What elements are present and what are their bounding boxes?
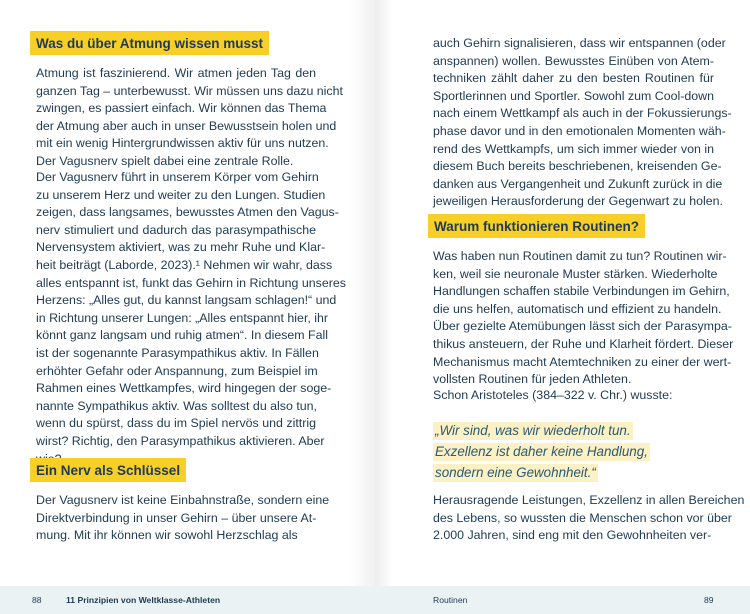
text-line: zeigen, dass langsames, bewusstes Atmen den Vagus- [36, 205, 339, 220]
text-line: Nervensystem aktiviert, was zu mehr Ruhe und Klar- [36, 240, 326, 255]
text-line: nannte Sympathikus aktiv. Was solltest du also tun, [36, 398, 317, 413]
text-line: der Atmung aber auch in unser Bewusstsein holen und [36, 118, 337, 133]
text-line: Der Vagusnerv spielt dabei eine zentrale Rolle. [36, 153, 294, 168]
text-line: Herausragende Leistungen, Exzellenz in allen Bereichen [433, 493, 745, 507]
paragraph-aristoteles [433, 387, 714, 405]
text-line: auch Gehirn signalisieren, dass wir entspannen (oder [433, 36, 726, 50]
text-line: in Richtung unserer Lungen: „Alles entspannt hier, ihr [36, 310, 329, 325]
text-line: phase davor und in den emotionalen Momenten wäh- [433, 123, 726, 138]
text-line: zwingen, es passiert einfach. Wir können das Thema [36, 101, 327, 116]
text-line: nach einem Wettkampf als auch in der Fokussierungs- [433, 106, 732, 121]
text-line: danken aus Vergangenheit und Zukunft zurück in die [433, 176, 723, 191]
text-line: 2.000 Jahren, sind eng mit den Gewohnheiten ver- [433, 528, 712, 543]
page-number-left: 88 [32, 595, 42, 605]
text-line: anspannen) wollen. Bewusstes Einüben von Atem- [433, 53, 714, 68]
text-line: Mechanismus macht Atemtechniken zu einer der wert- [433, 354, 732, 369]
text-line: Atmung ist faszinierend. Wir atmen jeden Tag den [36, 66, 316, 80]
text-line: wenn du spürst, dass du im Spiel nervös und zittrig [36, 416, 316, 431]
quote-line [433, 462, 714, 483]
text-line: des Lebens, so wussten die Menschen schon vor über [433, 510, 732, 525]
quote-line-text: sondern eine Gewohnheit.“ [435, 465, 596, 480]
quote-line [433, 420, 714, 441]
text-line: ken, weil sie neuronale Muster stärken. Wiederholte [433, 266, 718, 281]
text-line: wirst? Richtig, den Parasympathikus aktivieren. Aber [36, 433, 325, 448]
spine-shadow-left [349, 0, 375, 614]
text-line: jeweiligen Herausforderung der Gegenwart zu holen. [433, 194, 723, 209]
paragraph-einbahnstrasse [36, 492, 330, 545]
text-line: ganzen Tag – unterbewusst. Wir müssen uns dazu nicht [36, 83, 343, 98]
text-line: Der Vagusnerv ist keine Einbahnstraße, sondern eine [36, 493, 330, 507]
text-line: ist der sogenannte Parasympathikus aktiv. In Fällen [36, 345, 319, 360]
aristoteles-quote [433, 420, 714, 483]
text-line: rend des Wettkampfs, um sich immer wieder von in [433, 141, 714, 156]
paragraph-vagusnerv [36, 169, 346, 468]
text-line: könnt ganz langsam und ruhig atmen“. In diesem Fall [36, 328, 329, 343]
text-line: Was haben nun Routinen damit zu tun? Routinen wir- [433, 249, 727, 263]
page-number-right: 89 [704, 595, 714, 605]
heading-atmung: Was du über Atmung wissen musst [30, 31, 269, 55]
paragraph-atmung-intro [36, 65, 343, 171]
text-line: thikus ansteuern, der Ruhe und Klarheit fördert. Dieser [433, 336, 734, 351]
text-line: Schon Aristoteles (384–322 v. Chr.) wusste: [433, 388, 673, 402]
paragraph-routinen [433, 248, 734, 389]
heading-routinen: Warum funktionieren Routinen? [428, 214, 645, 238]
text-line: mit ein wenig Hintergrundwissen aktiv für uns nutzen. [36, 136, 329, 151]
text-line: mung. Mit ihr können wir sowohl Herzschlag als [36, 528, 298, 543]
quote-line [433, 441, 714, 462]
heading-nerv-schluessel: Ein Nerv als Schlüssel [30, 458, 186, 482]
text-line: alles entspannt ist, funkt das Gehirn in Richtung unseres [36, 275, 346, 290]
text-line: Direktverbindung in unser Gehirn – über unsere At- [36, 510, 317, 525]
text-line: die uns helfen, automatisch und effizient zu handeln. [433, 301, 722, 316]
text-line: vollsten Routinen für jeden Athleten. [433, 372, 632, 387]
text-line: zu unserem Herz und weiter zu den Lungen. Studien [36, 187, 326, 202]
text-line: Handlungen schaffen stabile Verbindungen im Gehirn, [433, 284, 730, 299]
paragraph-exzellenz [433, 492, 745, 545]
text-line: Über gezielte Atemübungen lässt sich der Parasympa- [433, 319, 732, 334]
text-line: nerv stimuliert und dadurch das parasympathische [36, 222, 316, 237]
text-line: techniken zählt daher zu den besten Routinen für [433, 71, 714, 86]
footer-right [375, 586, 750, 614]
footer-left [0, 586, 375, 614]
text-line: Herzens: „Alles gut, du kannst langsam schlagen!“ und [36, 293, 337, 308]
quote-line-text: Exzellenz ist daher keine Handlung, [435, 444, 648, 459]
text-line: erhöhter Gefahr oder Anspannung, zum Beispiel im [36, 363, 318, 378]
spine-shadow-right [375, 0, 393, 614]
book-title: 11 Prinzipien von Weltklasse-Athleten [66, 595, 221, 605]
text-line: diesem Buch bereits beschriebenen, kreisenden Ge- [433, 159, 722, 174]
paragraph-atemtechniken [433, 35, 732, 211]
chapter-label: Routinen [433, 595, 468, 605]
text-line: Rahmen eines Wettkampfes, wird hingegen der soge- [36, 381, 332, 396]
text-line: Der Vagusnerv führt in unserem Körper vom Gehirn [36, 170, 319, 184]
text-line: Sportlerinnen und Sportler. Sowohl zum Cool-down [433, 88, 715, 103]
right-page [375, 0, 750, 614]
text-line: heit beiträgt (Laborde, 2023).¹ Nehmen wir wahr, dass [36, 257, 333, 272]
quote-line-text: „Wir sind, was wir wiederholt tun. [435, 423, 631, 438]
